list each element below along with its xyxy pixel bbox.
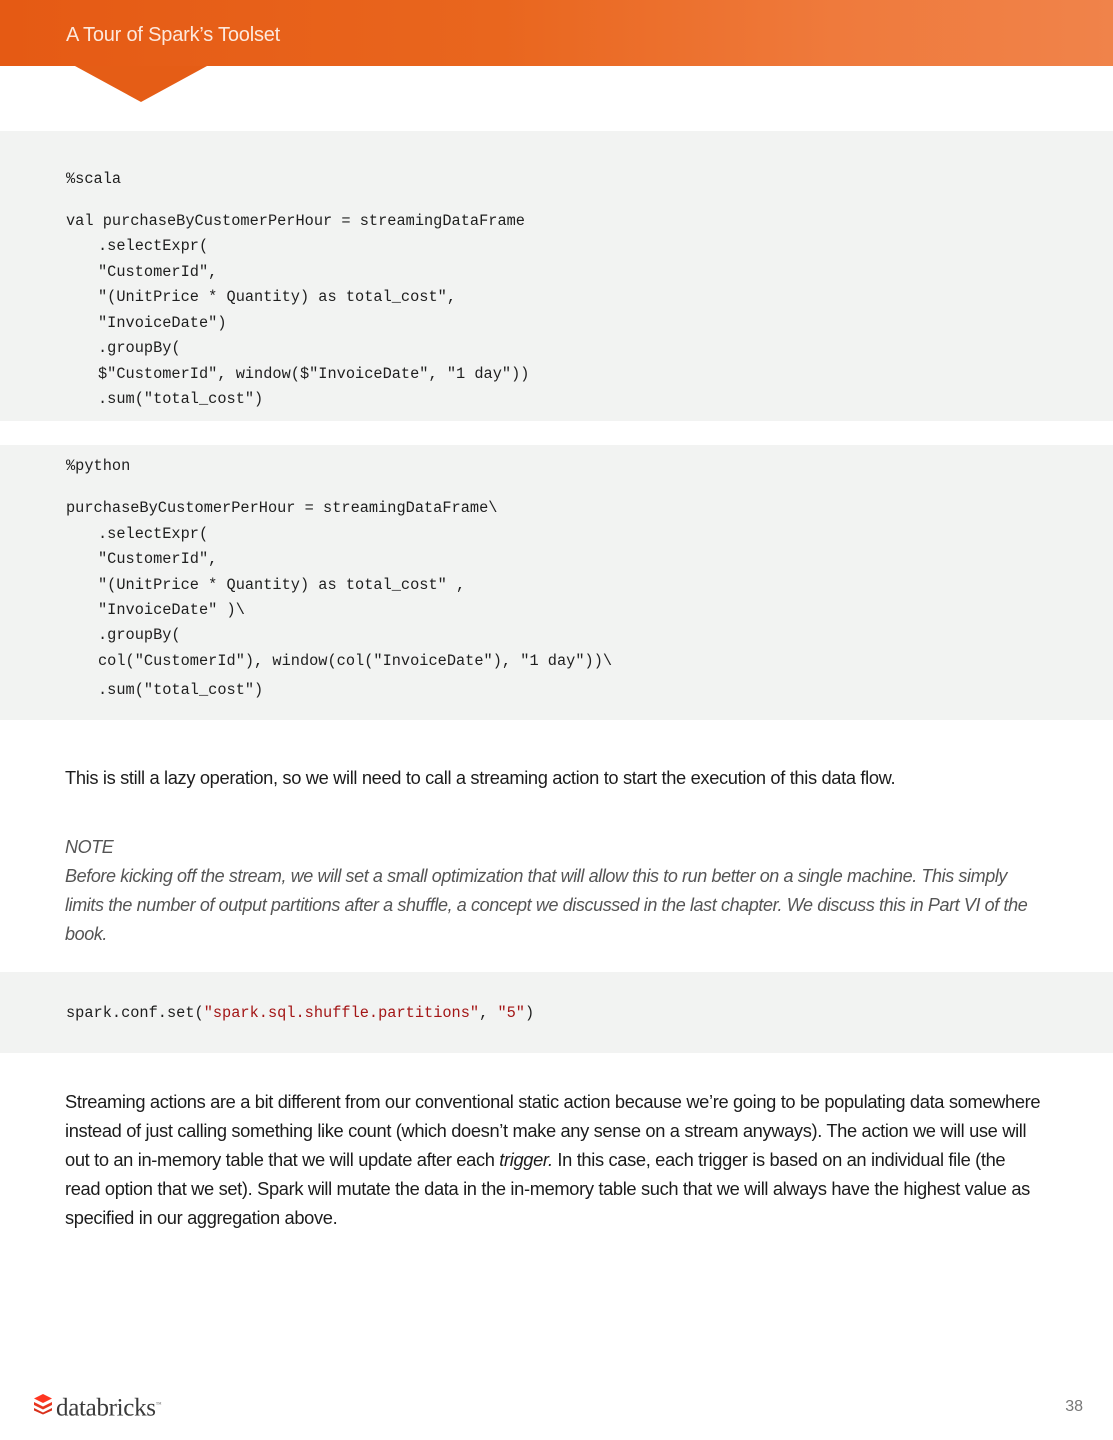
code-line: "InvoiceDate") (98, 314, 227, 332)
page-number: 38 (1065, 1398, 1083, 1415)
body-paragraph (65, 1087, 1045, 1232)
note-text: Before kicking off the stream, we will set a small optimization that will allow this to run better on a single machine. This simply limits the number of output partitions after a shuffle, a concept we discussed in the last chapter. We discuss this in Part VI of the book. (65, 866, 1028, 944)
code-string-literal: "5" (497, 1004, 525, 1022)
logo-wordmark-text: databricks (56, 1394, 156, 1422)
databricks-logo (33, 1392, 161, 1421)
logo-wordmark (56, 1392, 161, 1421)
code-separator: , (479, 1004, 498, 1022)
code-line: .groupBy( (98, 339, 181, 357)
paragraph-text: In this case, each trigger is based on an individual file (the read option that we set). Spark will mutate the data in the in-memory table such that we will always have the highest value as specified in our aggregation above. (65, 1149, 1030, 1228)
paragraph-text: Streaming actions are a bit different from our conventional static action because we’re going to be populating data somewhere instead of just calling something like count (which doesn’t make any sense on a stream anyways). The action we will use will out to an in-memory table that we will update after each (65, 1091, 1041, 1170)
code-line: $"CustomerId", window($"InvoiceDate", "1 day")) (98, 365, 530, 383)
code-line: "CustomerId", (98, 263, 218, 281)
code-line: purchaseByCustomerPerHour = streamingDataFrame\ (66, 499, 498, 517)
code-language-tag: %scala (66, 170, 122, 188)
code-line: "InvoiceDate" )\ (98, 601, 245, 619)
emphasis-trigger: trigger. (499, 1149, 553, 1170)
code-string-literal: "spark.sql.shuffle.partitions" (203, 1004, 480, 1022)
code-line: .selectExpr( (98, 525, 209, 543)
body-paragraph: This is still a lazy operation, so we will need to call a streaming action to start the execution of this data flow. (65, 767, 896, 788)
code-line: .sum("total_cost") (98, 390, 264, 408)
code-language-tag: %python (66, 457, 131, 475)
code-line: .groupBy( (98, 626, 181, 644)
code-call: spark.conf.set( (66, 1004, 204, 1022)
trademark-mark: ™ (155, 1402, 162, 1408)
code-line: .sum("total_cost") (98, 681, 264, 699)
code-line: "(UnitPrice * Quantity) as total_cost", (98, 288, 457, 306)
code-line: val purchaseByCustomerPerHour = streamingDataFrame (66, 212, 525, 230)
databricks-stack-icon (33, 1393, 53, 1420)
header-notch-decoration (75, 66, 207, 102)
code-line (66, 1004, 534, 1022)
code-line: .selectExpr( (98, 237, 209, 255)
code-line: "CustomerId", (98, 550, 218, 568)
note-label: NOTE (65, 837, 114, 857)
code-line: col("CustomerId"), window(col("InvoiceDate"), "1 day"))\ (98, 652, 613, 670)
note-callout (65, 833, 1045, 949)
chapter-title: A Tour of Spark’s Toolset (66, 24, 281, 46)
code-call-close: ) (525, 1004, 535, 1022)
code-line: "(UnitPrice * Quantity) as total_cost" , (98, 576, 466, 594)
